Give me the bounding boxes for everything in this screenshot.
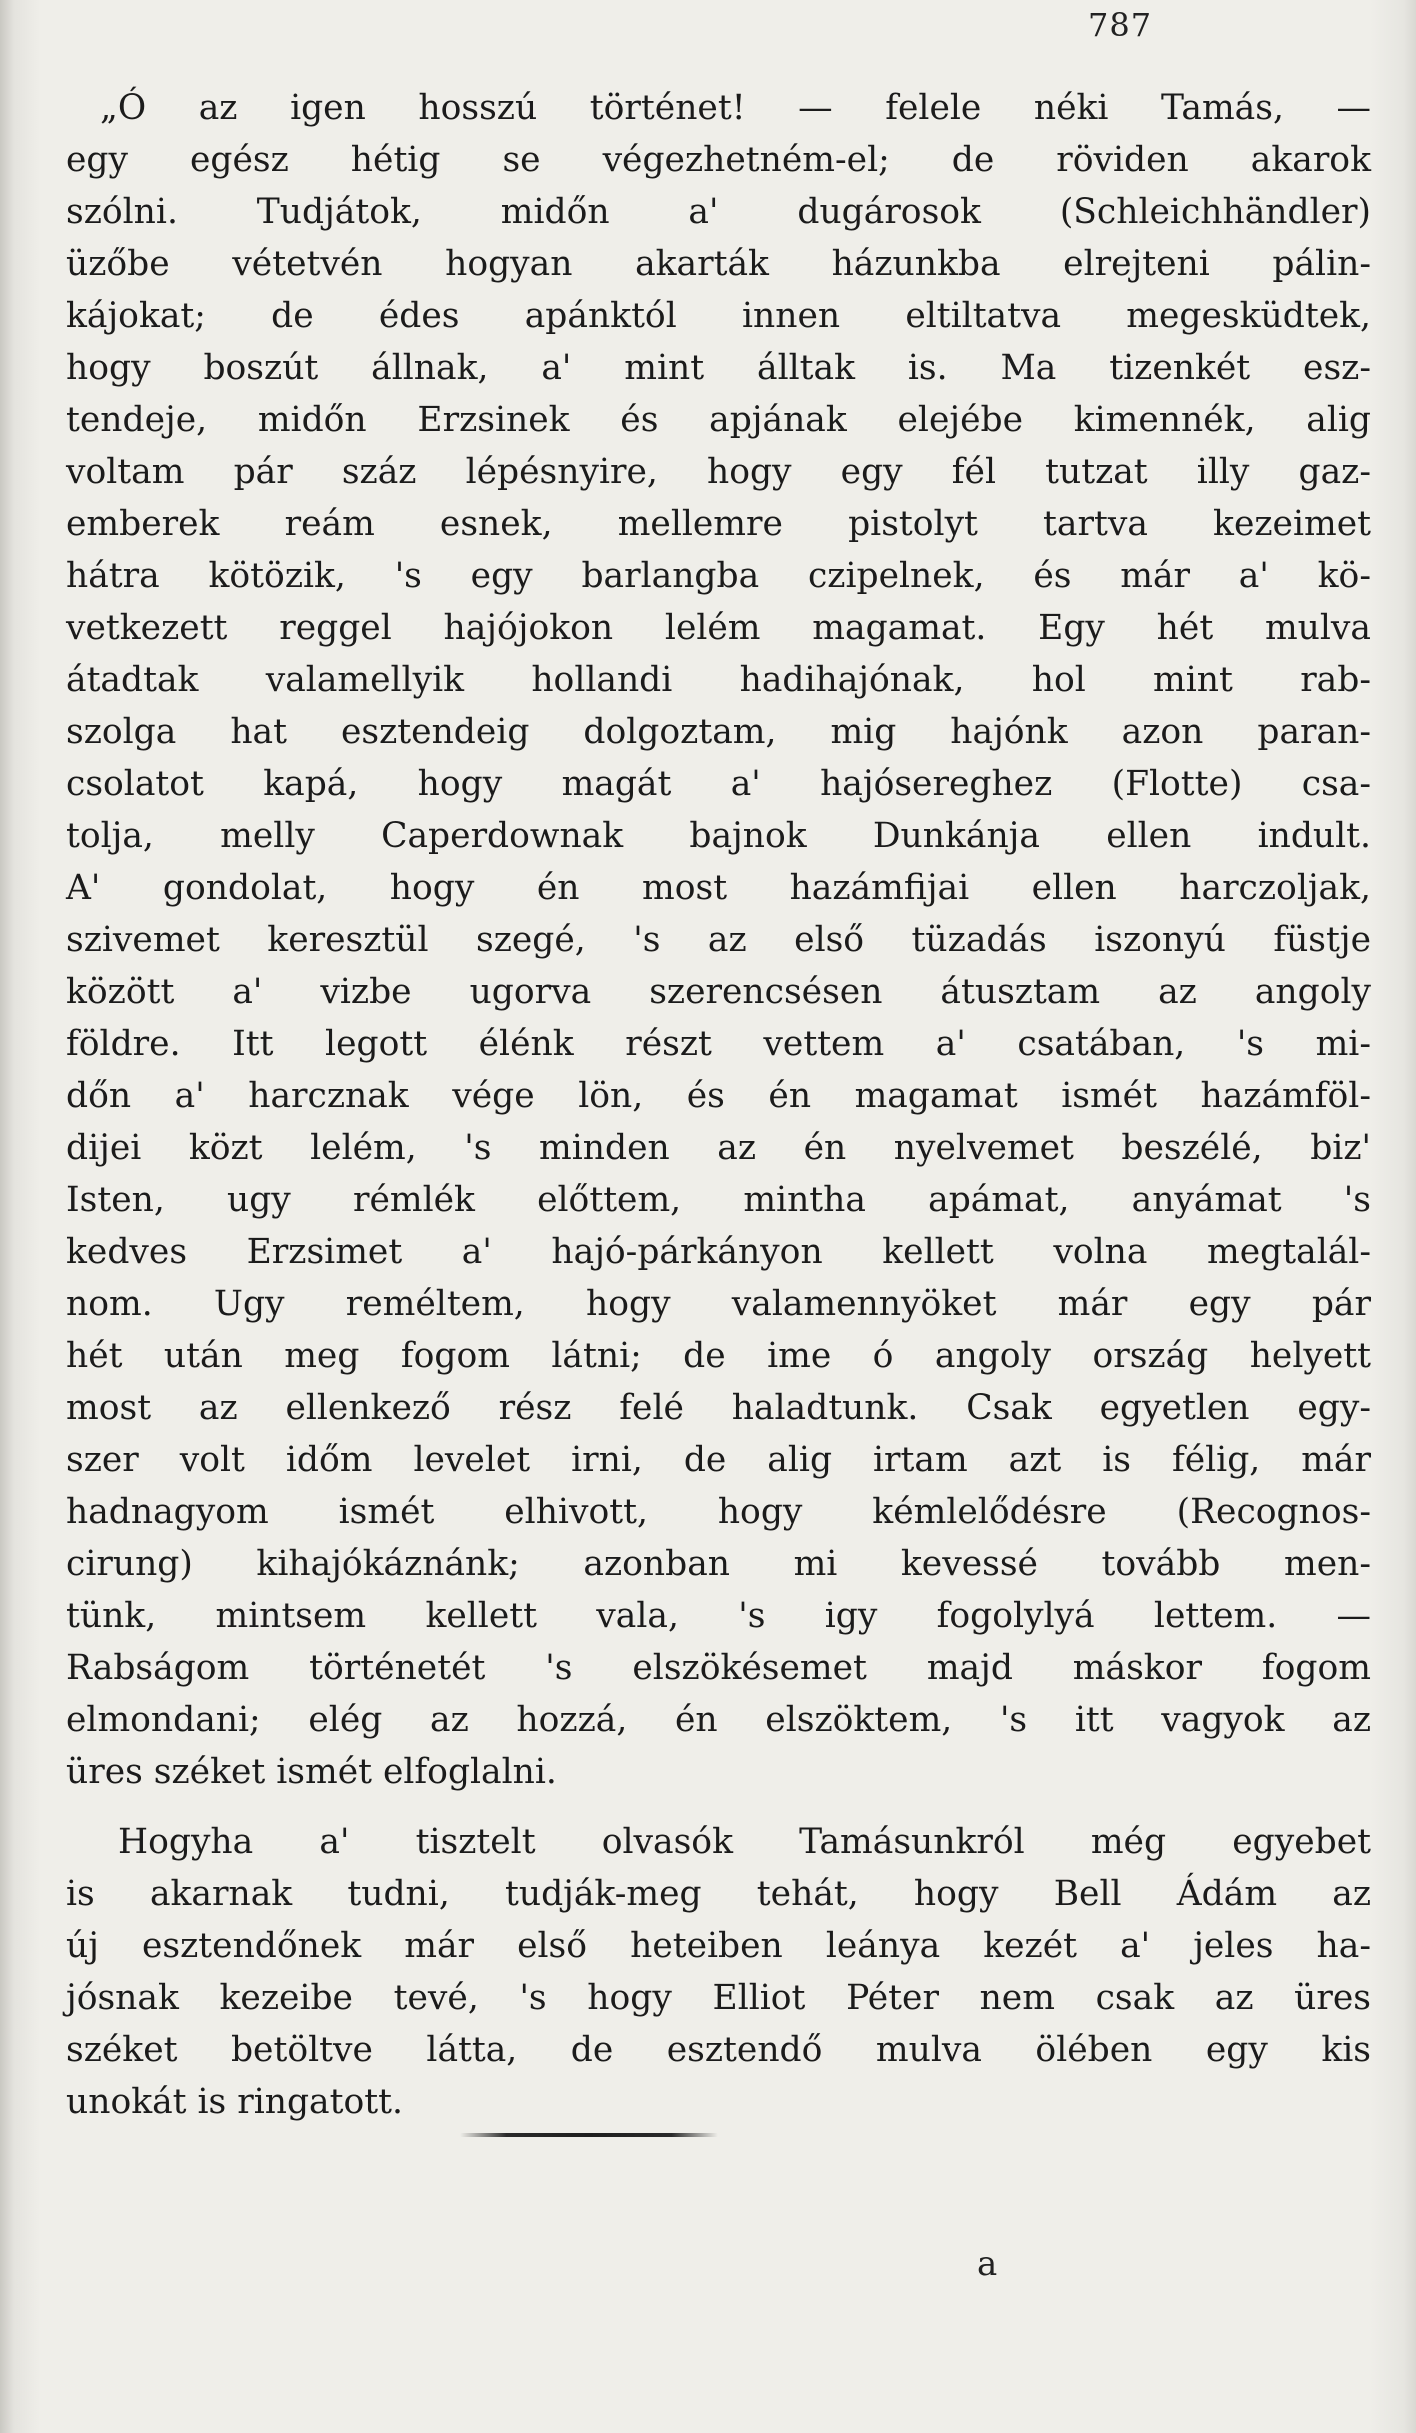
text-line: most az ellenkező rész felé haladtunk. Csak egyetlen egy- bbox=[66, 1388, 1371, 1428]
text-line: cirung) kihajókáznánk; azonban mi kevessé tovább men- bbox=[66, 1544, 1371, 1584]
text-line: kájokat; de édes apánktól innen eltiltatva megesküdtek, bbox=[66, 296, 1371, 336]
text-line: üzőbe vétetvén hogyan akarták házunkba elrejteni pálin- bbox=[66, 244, 1371, 284]
text-line: nom. Ugy reméltem, hogy valamennyöket már egy pár bbox=[66, 1284, 1371, 1324]
text-line: földre. Itt legott élénk részt vettem a' csatában, 's mi- bbox=[66, 1024, 1371, 1064]
text-line: „Ó az igen hosszú történet! — felele néki Tamás, — bbox=[100, 88, 1371, 128]
text-line: tolja, melly Caperdownak bajnok Dunkánja ellen indult. bbox=[66, 816, 1371, 856]
text-line: elmondani; elég az hozzá, én elszöktem, 's itt vagyok az bbox=[66, 1700, 1371, 1740]
text-line: vetkezett reggel hajójokon lelém magamat. Egy hét mulva bbox=[66, 608, 1371, 648]
text-line: széket betöltve látta, de esztendő mulva ölében egy kis bbox=[66, 2030, 1371, 2070]
text-line: csolatot kapá, hogy magát a' hajósereghez (Flotte) csa- bbox=[66, 764, 1371, 804]
text-line: hét után meg fogom látni; de ime ó angoly ország helyett bbox=[66, 1336, 1371, 1376]
text-line: hadnagyom ismét elhivott, hogy kémlelődésre (Recognos- bbox=[66, 1492, 1371, 1532]
text-line: voltam pár száz lépésnyire, hogy egy fél tutzat illy gaz- bbox=[66, 452, 1371, 492]
text-line: tendeje, midőn Erzsinek és apjának elejébe kimennék, alig bbox=[66, 400, 1371, 440]
text-line: új esztendőnek már első heteiben leánya kezét a' jeles ha- bbox=[66, 1926, 1371, 1966]
text-line: között a' vizbe ugorva szerencsésen átusztam az angoly bbox=[66, 972, 1371, 1012]
text-line: szivemet keresztül szegé, 's az első tüzadás iszonyú füstje bbox=[66, 920, 1371, 960]
text-line: dijei közt lelém, 's minden az én nyelvemet beszélé, biz' bbox=[66, 1128, 1371, 1168]
text-line: Hogyha a' tisztelt olvasók Tamásunkról még egyebet bbox=[118, 1822, 1371, 1862]
text-line: egy egész hétig se végezhetném-el; de röviden akarok bbox=[66, 140, 1371, 180]
text-line: dőn a' harcznak vége lön, és én magamat ismét hazámföl- bbox=[66, 1076, 1371, 1116]
text-line: szer volt időm levelet irni, de alig irtam azt is félig, már bbox=[66, 1440, 1371, 1480]
page-number: 787 bbox=[1088, 6, 1153, 44]
text-line: Isten, ugy rémlék előttem, mintha apámat, anyámat 's bbox=[66, 1180, 1371, 1220]
text-line: tünk, mintsem kellett vala, 's igy fogolylyá lettem. — bbox=[66, 1596, 1371, 1636]
text-line: is akarnak tudni, tudják-meg tehát, hogy Bell Ádám az bbox=[66, 1874, 1371, 1914]
text-line: szólni. Tudjátok, midőn a' dugárosok (Schleichhändler) bbox=[66, 192, 1371, 232]
text-line: emberek reám esnek, mellemre pistolyt tartva kezeimet bbox=[66, 504, 1371, 544]
text-line: kedves Erzsimet a' hajó-párkányon kellett volna megtalál- bbox=[66, 1232, 1371, 1272]
text-line: hogy boszút állnak, a' mint álltak is. Ma tizenkét esz- bbox=[66, 348, 1371, 388]
text-line: unokát is ringatott. bbox=[66, 2082, 403, 2122]
text-line: Rabságom történetét 's elszökésemet majd máskor fogom bbox=[66, 1648, 1371, 1688]
end-rule bbox=[460, 2133, 718, 2137]
catchword: a bbox=[977, 2244, 998, 2284]
text-line: jósnak kezeibe tevé, 's hogy Elliot Péter nem csak az üres bbox=[66, 1978, 1371, 2018]
text-line: átadtak valamellyik hollandi hadihajónak, hol mint rab- bbox=[66, 660, 1371, 700]
text-line: szolga hat esztendeig dolgoztam, mig hajónk azon paran- bbox=[66, 712, 1371, 752]
text-line: hátra kötözik, 's egy barlangba czipelnek, és már a' kö- bbox=[66, 556, 1371, 596]
text-line: üres széket ismét elfoglalni. bbox=[66, 1752, 557, 1792]
text-line: A' gondolat, hogy én most hazámfijai ellen harczoljak, bbox=[66, 868, 1371, 908]
